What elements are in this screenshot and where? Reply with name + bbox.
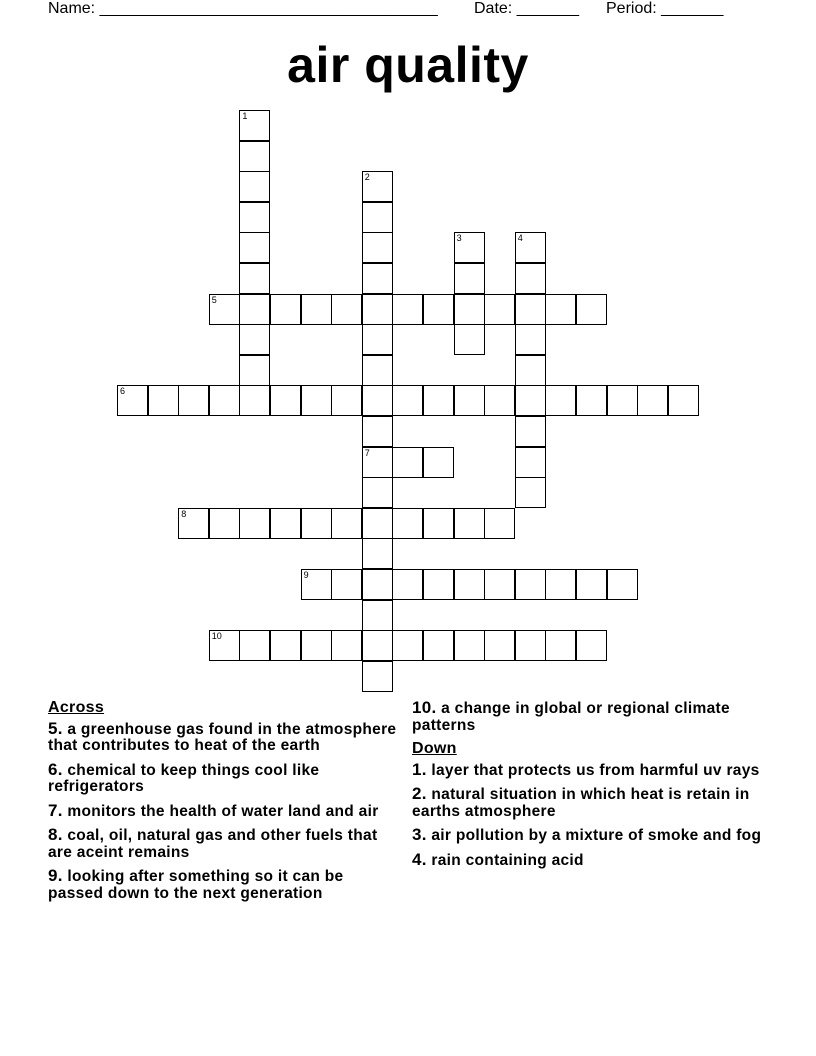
down-clue [412,849,762,870]
grid-cell[interactable] [270,294,301,325]
grid-cell[interactable] [301,569,332,600]
cell-number: 10 [211,631,222,642]
grid-cell[interactable] [637,385,668,416]
grid-cell[interactable] [270,385,301,416]
grid-cell[interactable] [454,569,485,600]
grid-cell[interactable] [362,447,393,478]
grid-cell[interactable] [239,508,270,539]
right-clue-column [412,700,762,876]
down-clue [412,759,762,780]
grid-cell[interactable] [515,447,546,478]
clue-text: coal, oil, natural gas and other fuels that are aceint remains [48,827,378,861]
grid-cell[interactable] [270,630,301,661]
grid-cell[interactable] [515,477,546,508]
grid-cell[interactable] [423,385,454,416]
clue-text: rain containing acid [431,851,584,869]
grid-cell[interactable] [668,385,699,416]
clue-text: natural situation in which heat is retain in earths atmosphere [412,786,750,820]
grid-cell[interactable] [362,171,393,202]
grid-cell[interactable] [515,355,546,386]
grid-cell[interactable] [423,294,454,325]
grid-cell[interactable] [454,324,485,355]
across-clue [412,700,762,734]
across-clue [48,827,398,861]
cell-number: 8 [181,508,187,519]
grid-cell[interactable] [239,263,270,294]
grid-cell[interactable] [454,263,485,294]
grid-cell[interactable] [392,508,423,539]
name-field[interactable]: Name: ______________________________________ [48,0,438,17]
clue-number: 9. [48,866,63,885]
across-clue [48,759,398,796]
cell-number: 4 [517,233,523,244]
clue-number: 3. [412,825,427,844]
grid-cell[interactable] [607,385,638,416]
grid-cell[interactable] [331,294,362,325]
grid-cell[interactable] [484,294,515,325]
clue-text: looking after something so it can be passed down to the next generation [48,868,344,902]
grid-cell[interactable] [148,385,179,416]
grid-cell[interactable] [392,447,423,478]
grid-cell[interactable] [331,508,362,539]
down-clue [412,827,762,845]
clue-number: 1. [412,759,427,779]
period-field[interactable]: Period: _______ [606,0,724,17]
grid-cell[interactable] [484,508,515,539]
grid-cell[interactable] [515,630,546,661]
across-clue [48,800,398,821]
grid-cell[interactable] [392,630,423,661]
grid-cell[interactable] [331,569,362,600]
grid-cell[interactable] [362,416,393,447]
clue-text: layer that protects us from harmful uv rays [431,761,760,779]
clue-text: a change in global or regional climate patterns [412,700,730,734]
grid-cell[interactable] [239,355,270,386]
across-clue [48,868,398,902]
across-heading: Across [48,699,105,716]
grid-cell[interactable] [209,385,240,416]
grid-cell[interactable] [239,110,270,141]
grid-cell[interactable] [209,294,240,325]
grid-cell[interactable] [607,569,638,600]
grid-cell[interactable] [392,385,423,416]
grid-cell[interactable] [545,630,576,661]
grid-cell[interactable] [209,508,240,539]
grid-cell[interactable] [239,141,270,172]
cell-number: 3 [456,233,462,244]
grid-cell[interactable] [515,294,546,325]
grid-cell[interactable] [515,569,546,600]
grid-cell[interactable] [301,385,332,416]
grid-cell[interactable] [423,569,454,600]
grid-cell[interactable] [362,324,393,355]
grid-cell[interactable] [362,600,393,631]
grid-cell[interactable] [576,569,607,600]
grid-cell[interactable] [454,232,485,263]
across-clues [48,700,398,909]
clue-text: chemical to keep things cool like refrigerators [48,761,320,795]
grid-cell[interactable] [239,630,270,661]
down-heading: Down [412,740,457,757]
clue-text: a greenhouse gas found in the atmosphere that contributes to heat of the earth [48,720,397,754]
down-clue [412,786,762,820]
grid-cell[interactable] [362,232,393,263]
clue-number: 10. [412,698,437,717]
grid-cell[interactable] [576,385,607,416]
grid-cell[interactable] [117,385,148,416]
grid-cell[interactable] [454,508,485,539]
cell-number: 5 [211,294,217,305]
grid-cell[interactable] [209,630,240,661]
clue-text: air pollution by a mixture of smoke and fog [431,827,762,844]
date-field[interactable]: Date: _______ [474,0,579,17]
grid-cell[interactable] [178,385,209,416]
grid-cell[interactable] [331,630,362,661]
grid-cell[interactable] [515,385,546,416]
clue-text: monitors the health of water land and air [67,802,379,820]
grid-cell[interactable] [515,416,546,447]
grid-cell[interactable] [484,385,515,416]
grid-cell[interactable] [362,569,393,600]
grid-cell[interactable] [515,324,546,355]
cell-number: 6 [120,386,126,397]
grid-cell[interactable] [239,171,270,202]
grid-cell[interactable] [239,324,270,355]
grid-cell[interactable] [362,294,393,325]
clue-number: 7. [48,800,63,820]
grid-cell[interactable] [362,508,393,539]
grid-cell[interactable] [362,202,393,233]
clue-number: 8. [48,825,63,844]
grid-cell[interactable] [576,630,607,661]
grid-cell[interactable] [423,508,454,539]
grid-cell[interactable] [239,294,270,325]
clue-number: 6. [48,759,63,779]
across-clue [48,718,398,755]
cell-number: 7 [364,447,370,458]
grid-cell[interactable] [576,294,607,325]
grid-cell[interactable] [484,630,515,661]
grid-cell[interactable] [239,232,270,263]
grid-cell[interactable] [178,508,209,539]
grid-cell[interactable] [362,355,393,386]
page-title: air quality [287,37,529,93]
grid-cell[interactable] [331,385,362,416]
grid-cell[interactable] [362,630,393,661]
cell-number: 1 [242,111,248,121]
clue-number: 2. [412,784,427,803]
cell-number: 9 [303,570,309,580]
grid-cell[interactable] [454,294,485,325]
grid-cell[interactable] [362,661,393,692]
grid-cell[interactable] [423,630,454,661]
cell-number: 2 [364,172,370,183]
grid-cell[interactable] [515,232,546,263]
grid-cell[interactable] [239,202,270,233]
clue-number: 4. [412,849,427,869]
grid-cell[interactable] [270,508,301,539]
clue-number: 5. [48,718,63,738]
grid-cell[interactable] [484,569,515,600]
grid-cell[interactable] [362,477,393,508]
grid-cell[interactable] [545,294,576,325]
grid-cell[interactable] [423,447,454,478]
grid-cell[interactable] [454,385,485,416]
grid-cell[interactable] [362,263,393,294]
grid-cell[interactable] [239,385,270,416]
grid-cell[interactable] [454,630,485,661]
grid-cell[interactable] [392,294,423,325]
grid-cell[interactable] [545,385,576,416]
grid-cell[interactable] [545,569,576,600]
grid-cell[interactable] [392,569,423,600]
grid-cell[interactable] [301,294,332,325]
grid-cell[interactable] [362,385,393,416]
grid-cell[interactable] [301,630,332,661]
grid-cell[interactable] [515,263,546,294]
grid-cell[interactable] [362,538,393,569]
grid-cell[interactable] [301,508,332,539]
